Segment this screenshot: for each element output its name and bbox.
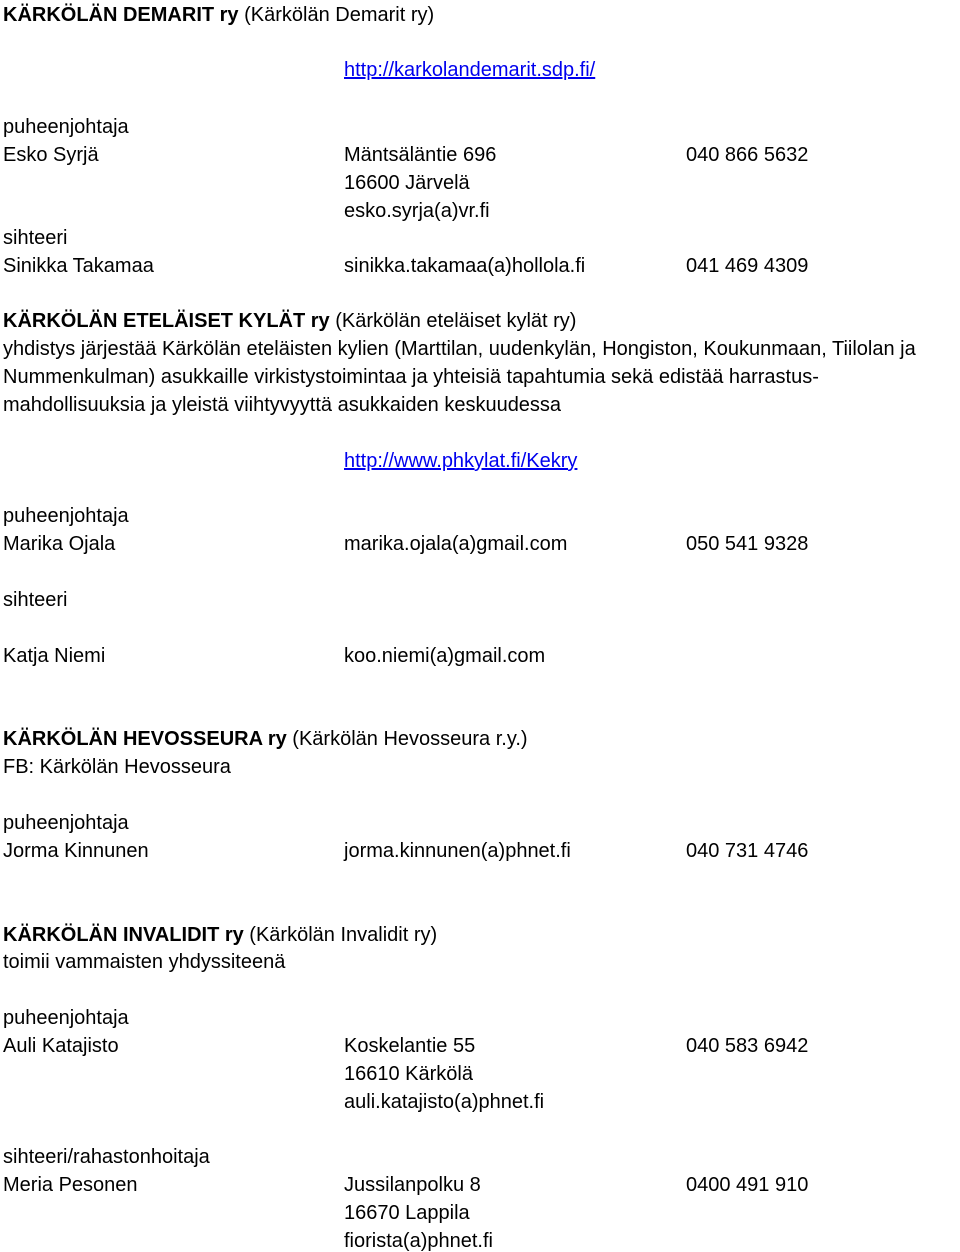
email-address: jorma.kinnunen(a)phnet.fi bbox=[344, 840, 571, 862]
person-name: Katja Niemi bbox=[3, 645, 106, 667]
phone-number: 0400 491 910 bbox=[686, 1174, 809, 1196]
email-address: sinikka.takamaa(a)hollola.fi bbox=[344, 255, 586, 277]
email-address: auli.katajisto(a)phnet.fi bbox=[344, 1091, 545, 1113]
section-title-invalidit bbox=[3, 925, 437, 945]
phone-number: 041 469 4309 bbox=[686, 255, 809, 277]
email-address: fiorista(a)phnet.fi bbox=[344, 1230, 493, 1252]
website-link[interactable]: http://www.phkylat.fi/Kekry bbox=[344, 450, 578, 472]
org-name: KÄRKÖLÄN ETELÄISET KYLÄT ry bbox=[3, 310, 330, 332]
org-name-paren: (Kärkölän Hevosseura r.y.) bbox=[286, 728, 528, 750]
person-name: Sinikka Takamaa bbox=[3, 255, 154, 277]
street-address: Koskelantie 55 bbox=[344, 1035, 476, 1057]
phone-number: 040 583 6942 bbox=[686, 1035, 809, 1057]
section-title-hevosseura bbox=[3, 729, 528, 749]
role-label: puheenjohtaja bbox=[3, 505, 129, 527]
description-line: toimii vammaisten yhdyssiteenä bbox=[3, 951, 286, 973]
description-line: mahdollisuuksia ja yleistä viihtyvyyttä asukkaiden keskuudessa bbox=[3, 394, 562, 416]
org-name-paren: (Kärkölän eteläiset kylät ry) bbox=[329, 310, 577, 332]
postal-address: 16600 Järvelä bbox=[344, 172, 470, 194]
email-address: marika.ojala(a)gmail.com bbox=[344, 533, 568, 555]
org-name: KÄRKÖLÄN DEMARIT ry bbox=[3, 4, 239, 26]
postal-address: 16610 Kärkölä bbox=[344, 1063, 473, 1085]
email-address: esko.syrja(a)vr.fi bbox=[344, 200, 490, 222]
org-name-paren: (Kärkölän Demarit ry) bbox=[238, 4, 435, 26]
street-address: Jussilanpolku 8 bbox=[344, 1174, 481, 1196]
section-title-etelaiset-kylat bbox=[3, 311, 576, 331]
role-label: puheenjohtaja bbox=[3, 1007, 129, 1029]
role-label: sihteeri bbox=[3, 227, 68, 249]
phone-number: 050 541 9328 bbox=[686, 533, 809, 555]
role-label: puheenjohtaja bbox=[3, 812, 129, 834]
org-name: KÄRKÖLÄN INVALIDIT ry bbox=[3, 924, 244, 946]
section-title-demarit bbox=[3, 5, 434, 25]
email-address: koo.niemi(a)gmail.com bbox=[344, 645, 546, 667]
postal-address: 16670 Lappila bbox=[344, 1202, 470, 1224]
person-name: Esko Syrjä bbox=[3, 144, 99, 166]
person-name: Meria Pesonen bbox=[3, 1174, 138, 1196]
website-link[interactable]: http://karkolandemarit.sdp.fi/ bbox=[344, 59, 596, 81]
phone-number: 040 731 4746 bbox=[686, 840, 809, 862]
role-label: puheenjohtaja bbox=[3, 116, 129, 138]
street-address: Mäntsäläntie 696 bbox=[344, 144, 497, 166]
phone-number: 040 866 5632 bbox=[686, 144, 809, 166]
person-name: Jorma Kinnunen bbox=[3, 840, 149, 862]
person-name: Marika Ojala bbox=[3, 533, 116, 555]
description-line: Nummenkulman) asukkaille virkistystoimintaa ja yhteisiä tapahtumia sekä edistää harrastus- bbox=[3, 366, 819, 388]
person-name: Auli Katajisto bbox=[3, 1035, 119, 1057]
role-label: sihteeri/rahastonhoitaja bbox=[3, 1146, 210, 1168]
facebook-label: FB: Kärkölän Hevosseura bbox=[3, 756, 231, 778]
description-line: yhdistys järjestää Kärkölän eteläisten kylien (Marttilan, uudenkylän, Hongiston, Koukunmaan, Tiilolan ja bbox=[3, 338, 916, 360]
org-name-paren: (Kärkölän Invalidit ry) bbox=[243, 924, 438, 946]
org-name: KÄRKÖLÄN HEVOSSEURA ry bbox=[3, 728, 287, 750]
role-label: sihteeri bbox=[3, 589, 68, 611]
